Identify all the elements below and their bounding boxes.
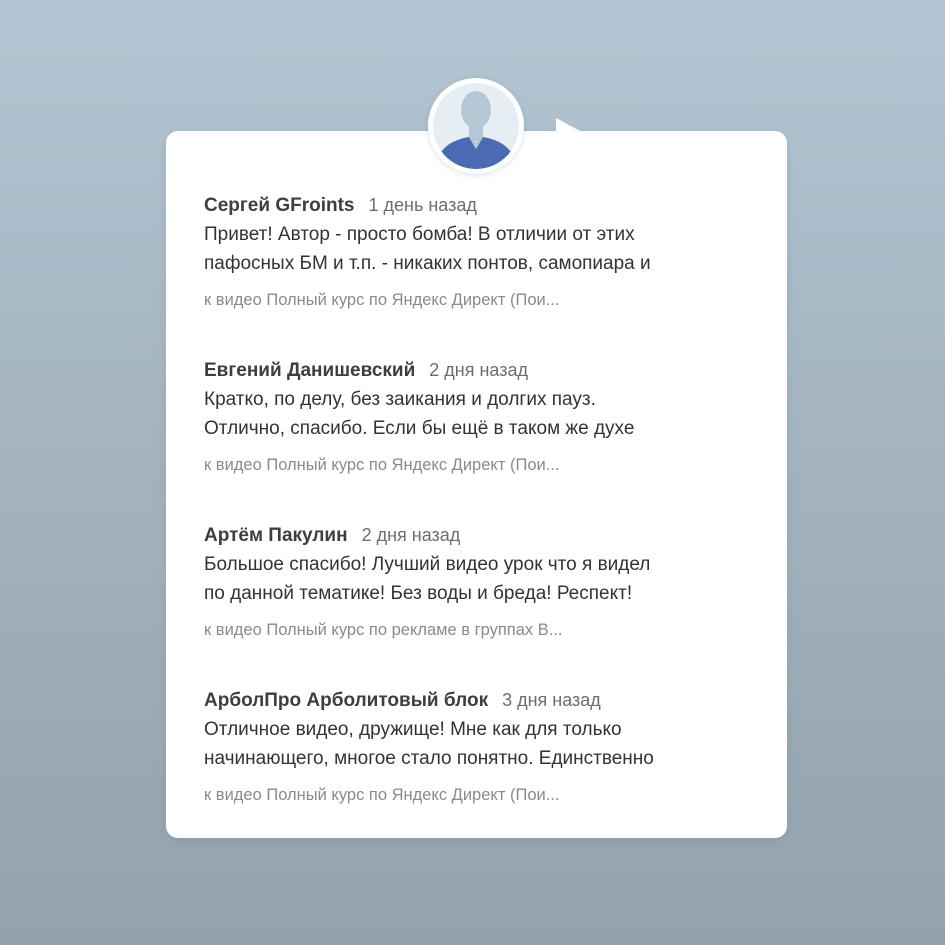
comment-time: 3 дня назад <box>502 690 601 710</box>
avatar <box>428 78 524 174</box>
comment-header <box>204 358 764 382</box>
comment-text-line: начинающего, многое стало понятно. Единственно <box>204 748 654 769</box>
comment-video-link[interactable]: к видео Полный курс по Яндекс Директ (Пои... <box>204 291 560 309</box>
comment-author[interactable]: Евгений Данишевский <box>204 360 416 381</box>
comment-text-line: Кратко, по делу, без заикания и долгих пауз. <box>204 389 596 410</box>
comment-text-line: по данной тематике! Без воды и бреда! Респект! <box>204 583 633 604</box>
comment-text <box>204 385 764 443</box>
user-silhouette-icon <box>433 83 519 169</box>
speech-bubble-tail <box>556 118 582 132</box>
comment-header <box>204 523 764 547</box>
comment-item[interactable] <box>204 688 764 805</box>
comment-time: 1 день назад <box>368 195 477 215</box>
comment-time: 2 дня назад <box>429 360 528 380</box>
comment-header <box>204 193 764 217</box>
comment-text <box>204 550 764 608</box>
comment-video-link[interactable]: к видео Полный курс по рекламе в группах В... <box>204 621 563 639</box>
comment-author[interactable]: АрболПро Арболитовый блок <box>204 690 489 711</box>
comment-time: 2 дня назад <box>361 525 461 545</box>
comment-author[interactable]: Артём Пакулин <box>204 525 348 546</box>
comment-text-line: пафосных БМ и т.п. - никаких понтов, самопиара и <box>204 253 651 274</box>
comment-author[interactable]: Сергей GFroints <box>204 195 355 216</box>
comment-text-line: Большое спасибо! Лучший видео урок что я видел <box>204 554 651 575</box>
comment-text-line: Привет! Автор - просто бомба! В отличии от этих <box>204 224 635 245</box>
comment-header <box>204 688 764 712</box>
comment-text-line: Отлично, спасибо. Если бы ещё в таком же духе <box>204 418 635 439</box>
comment-text <box>204 715 764 773</box>
comment-text <box>204 220 764 278</box>
comment-video-link[interactable]: к видео Полный курс по Яндекс Директ (Пои... <box>204 456 560 474</box>
comment-video-link[interactable]: к видео Полный курс по Яндекс Директ (Пои... <box>204 786 560 804</box>
comment-text-line: Отличное видео, дружище! Мне как для только <box>204 719 622 740</box>
comment-item[interactable] <box>204 358 764 475</box>
comment-item[interactable] <box>204 523 764 640</box>
comment-item[interactable] <box>204 193 764 310</box>
